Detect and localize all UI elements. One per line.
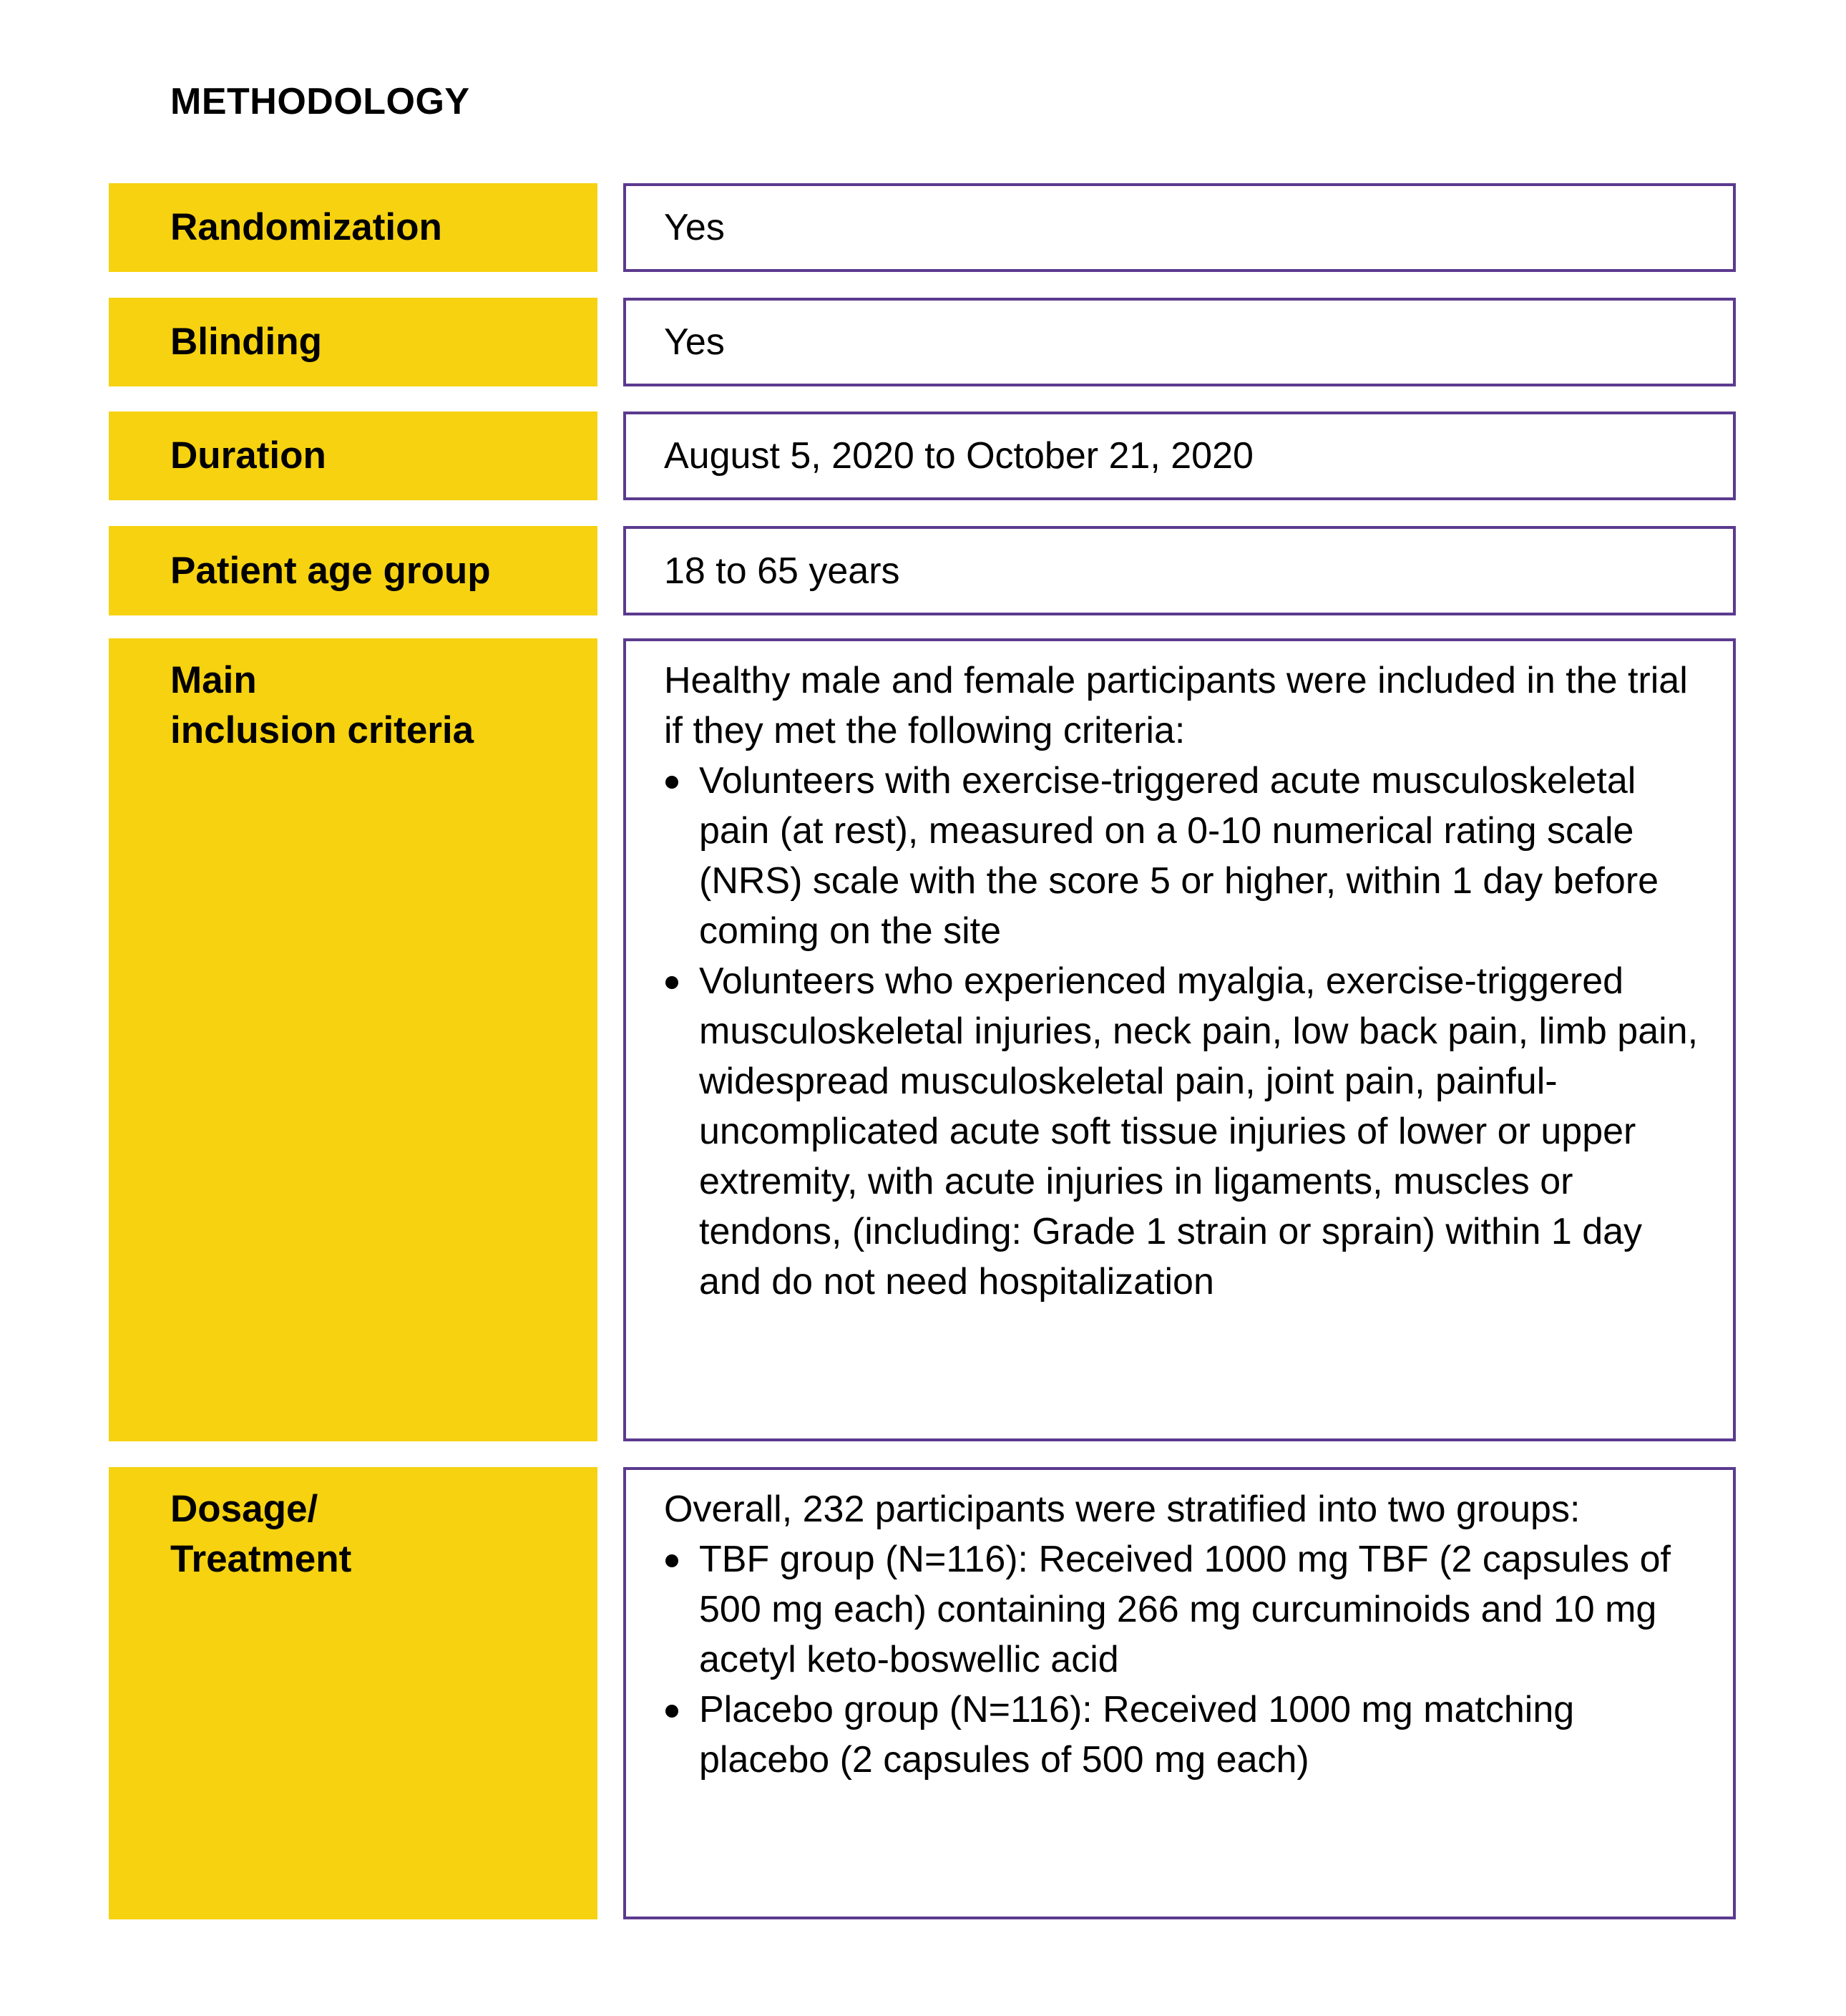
row-value-cell bbox=[623, 412, 1736, 500]
row-label-cell bbox=[109, 638, 597, 1441]
row-label-cell bbox=[109, 1467, 597, 1919]
row-label-line: Dosage/ bbox=[170, 1488, 318, 1530]
bullet-item: Volunteers who experienced myalgia, exercise-triggered musculoskeletal injuries, neck pain, low back pain, limb pain, widespread musculoskeletal pain, joint pain, painful-uncomplicated acute soft tissue injuries of lower or upper extremity, with acute injuries in ligaments, muscles or tendons, (including: Grade 1 strain or sprain) within 1 day and do not need hospitalization bbox=[664, 956, 1704, 1307]
row-label: Patient age group bbox=[170, 549, 491, 592]
bullet-item: Placebo group (N=116): Received 1000 mg matching placebo (2 capsules of 500 mg each) bbox=[664, 1685, 1704, 1785]
row-value: Yes bbox=[664, 207, 725, 248]
row-label-cell bbox=[109, 412, 597, 500]
row-value: 18 to 65 years bbox=[664, 550, 900, 592]
row-label-line: Treatment bbox=[170, 1538, 352, 1580]
row-label: Blinding bbox=[170, 321, 322, 363]
row-patient-age-group bbox=[109, 526, 1736, 615]
row-value-cell bbox=[623, 638, 1736, 1441]
intro-text: Overall, 232 participants were stratified into two groups: bbox=[664, 1489, 1581, 1530]
row-blinding bbox=[109, 298, 1736, 386]
row-value: August 5, 2020 to October 21, 2020 bbox=[664, 435, 1254, 477]
row-value: Yes bbox=[664, 321, 725, 363]
row-label-cell bbox=[109, 526, 597, 615]
row-randomization bbox=[109, 183, 1736, 272]
bullet-list bbox=[664, 756, 1704, 1307]
row-label-line: inclusion criteria bbox=[170, 709, 474, 751]
row-dosage-treatment bbox=[109, 1467, 1736, 1919]
bullet-item: Volunteers with exercise-triggered acute musculoskeletal pain (at rest), measured on a 0-10 numerical rating scale (NRS) scale with the score 5 or higher, within 1 day before coming on the site bbox=[664, 756, 1704, 956]
row-label-line: Main bbox=[170, 659, 257, 701]
row-value-cell bbox=[623, 298, 1736, 386]
row-duration bbox=[109, 412, 1736, 500]
row-label-cell bbox=[109, 298, 597, 386]
bullet-item: TBF group (N=116): Received 1000 mg TBF (2 capsules of 500 mg each) containing 266 mg curcuminoids and 10 mg acetyl keto-boswellic acid bbox=[664, 1534, 1704, 1685]
intro-text: Healthy male and female participants were included in the trial if they met the following criteria: bbox=[664, 660, 1688, 751]
row-value-cell bbox=[623, 1467, 1736, 1919]
row-label-cell bbox=[109, 183, 597, 272]
bullet-list bbox=[664, 1534, 1704, 1785]
row-label: Randomization bbox=[170, 206, 442, 248]
section-title: METHODOLOGY bbox=[170, 81, 470, 122]
row-value-cell bbox=[623, 526, 1736, 615]
row-value-cell bbox=[623, 183, 1736, 272]
row-label: Duration bbox=[170, 434, 326, 477]
row-main-inclusion-criteria bbox=[109, 638, 1736, 1441]
